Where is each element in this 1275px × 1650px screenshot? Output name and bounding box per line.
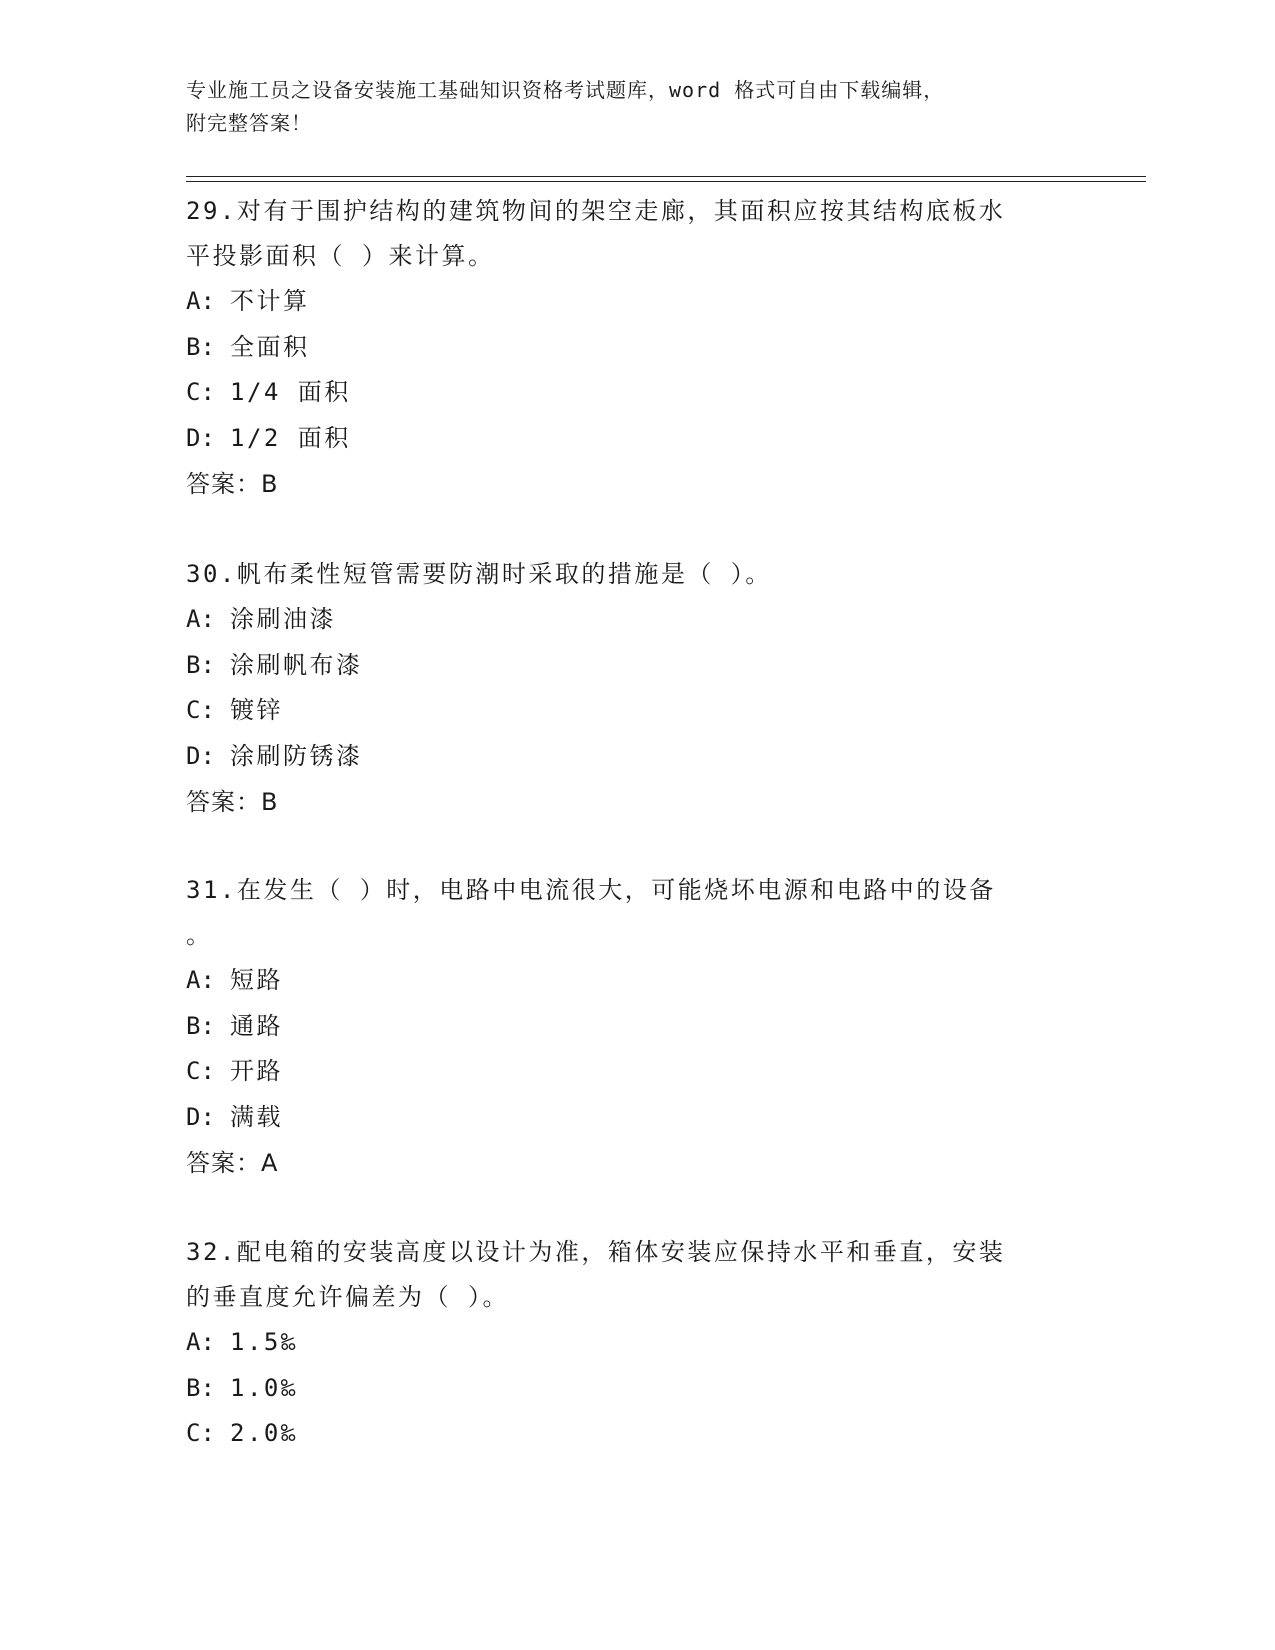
question-31	[186, 868, 1086, 1186]
option-d	[186, 1095, 1086, 1141]
option-label: C:	[186, 1419, 215, 1447]
option-text: 满载	[230, 1102, 283, 1131]
option-text: 通路	[230, 1011, 283, 1040]
header-divider-bottom	[186, 181, 1146, 182]
option-c	[186, 1049, 1086, 1095]
option-label: B:	[186, 332, 215, 361]
question-text-line: 29.对有于围护结构的建筑物间的架空走廊，其面积应按其结构底板水	[186, 197, 1006, 225]
option-text: 2.0‰	[230, 1419, 298, 1447]
option-c	[186, 688, 1086, 734]
option-text: 1/4 面积	[230, 378, 351, 406]
option-text: 短路	[230, 966, 283, 994]
option-b	[186, 1366, 1086, 1412]
header-line-1: 专业施工员之设备安装施工基础知识资格考试题库，word 格式可自由下载编辑，	[186, 78, 945, 102]
answer-line: 答案：B	[186, 788, 279, 816]
option-label: D:	[186, 423, 215, 452]
question-32	[186, 1230, 1086, 1457]
option-c	[186, 370, 1086, 416]
option-b	[186, 325, 1086, 371]
option-a	[186, 958, 1086, 1004]
question-text-line: 30.帆布柔性短管需要防潮时采取的措施是（ ）。	[186, 560, 772, 588]
option-text: 1.0‰	[230, 1373, 298, 1402]
option-label: B:	[186, 1011, 215, 1040]
question-text-line: 。	[186, 921, 213, 949]
option-c	[186, 1411, 1086, 1457]
option-text: 1/2 面积	[230, 423, 351, 452]
question-text-line: 平投影面积（ ）来计算。	[186, 242, 495, 270]
option-label: D:	[186, 1102, 215, 1131]
header-divider-top	[186, 176, 1146, 177]
option-text: 全面积	[230, 332, 310, 361]
option-label: C:	[186, 1057, 215, 1085]
answer-line: 答案：A	[186, 1149, 279, 1177]
option-label: C:	[186, 696, 215, 724]
option-a	[186, 597, 1086, 643]
option-label: C:	[186, 378, 215, 406]
option-d	[186, 416, 1086, 462]
option-label: A:	[186, 966, 215, 994]
option-a	[186, 1320, 1086, 1366]
option-d	[186, 734, 1086, 780]
option-text: 不计算	[230, 287, 310, 315]
option-text: 涂刷防锈漆	[230, 741, 363, 770]
document-header	[186, 74, 1086, 140]
option-text: 涂刷帆布漆	[230, 650, 363, 679]
option-text: 开路	[230, 1057, 283, 1085]
option-a	[186, 279, 1086, 325]
header-line-2: 附完整答案！	[186, 111, 312, 135]
option-text: 涂刷油漆	[230, 605, 336, 633]
option-label: A:	[186, 1328, 215, 1356]
option-label: A:	[186, 605, 215, 633]
question-30	[186, 552, 1086, 825]
option-text: 1.5‰	[230, 1328, 298, 1356]
question-text-line: 32.配电箱的安装高度以设计为准，箱体安装应保持水平和垂直，安装	[186, 1238, 1006, 1266]
question-text-line: 的垂直度允许偏差为（ ）。	[186, 1283, 509, 1311]
question-29	[186, 189, 1086, 507]
option-label: B:	[186, 650, 215, 679]
option-label: D:	[186, 741, 215, 770]
option-b	[186, 643, 1086, 689]
option-text: 镀锌	[230, 696, 283, 724]
question-text-line: 31.在发生（ ）时，电路中电流很大，可能烧坏电源和电路中的设备	[186, 876, 996, 904]
answer-line: 答案：B	[186, 470, 279, 498]
option-label: A:	[186, 287, 215, 315]
option-b	[186, 1004, 1086, 1050]
option-label: B:	[186, 1373, 215, 1402]
